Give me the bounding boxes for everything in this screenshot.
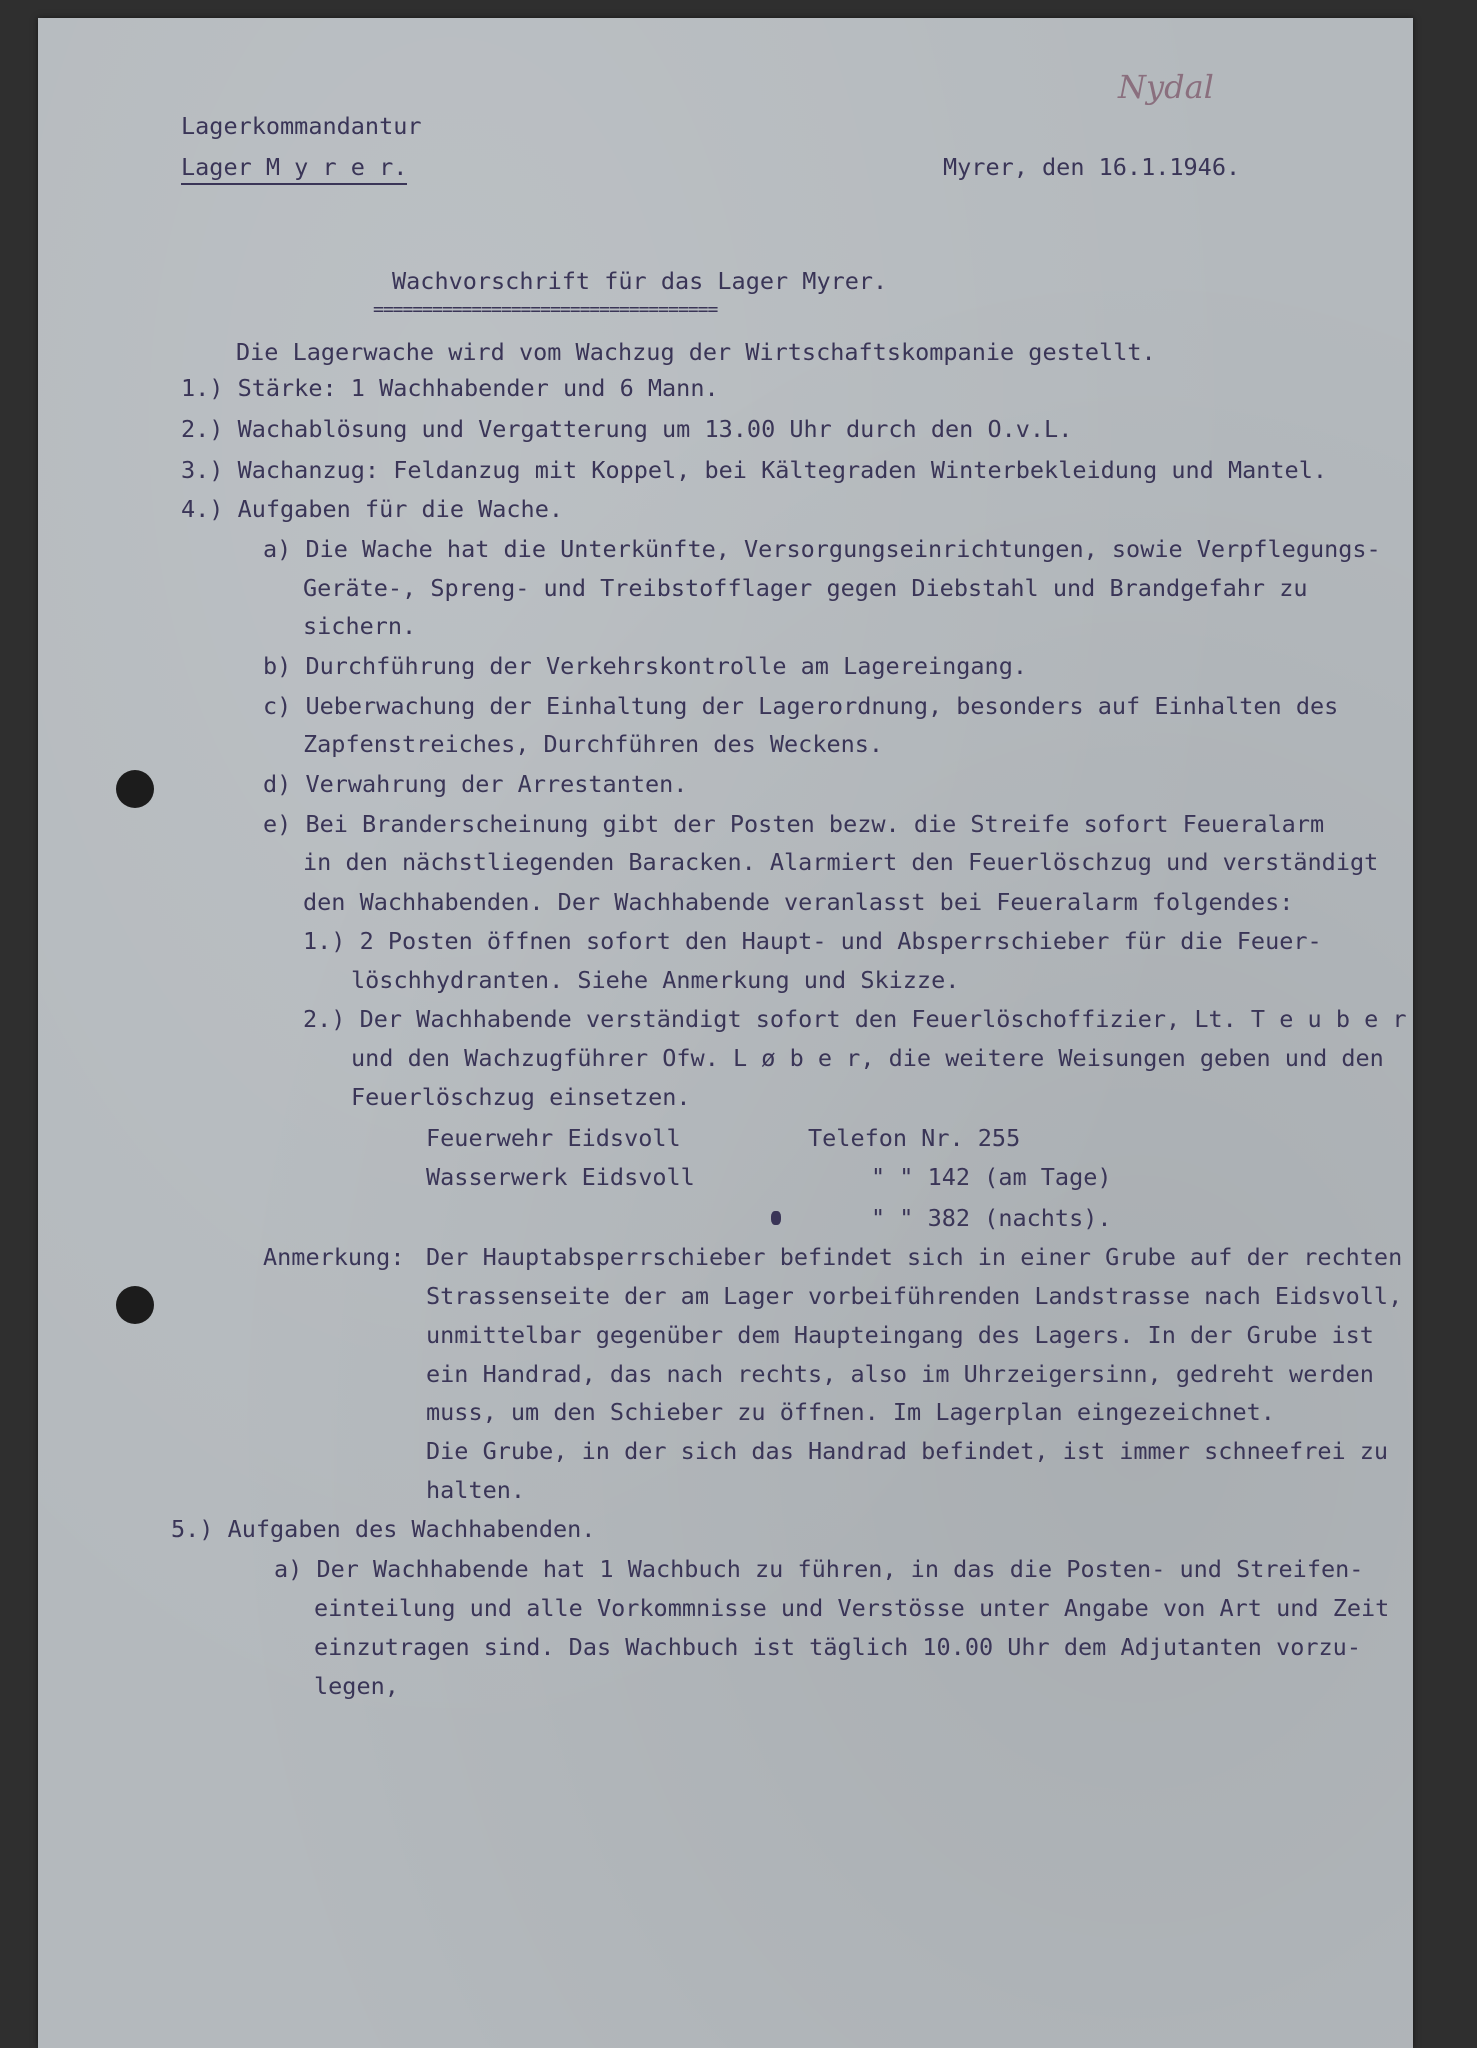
item-4c-line1: c) Ueberwachung der Einhaltung der Lagerordnung, besonders auf Einhalten des: [263, 692, 1339, 720]
note-label: Anmerkung:: [263, 1243, 405, 1271]
item-4d: d) Verwahrung der Arrestanten.: [263, 770, 688, 798]
item-4e-line3: den Wachhabenden. Der Wachhabende veranlasst bei Feueralarm folgendes:: [303, 888, 1294, 916]
note-line-3: unmittelbar gegenüber dem Haupteingang des Lagers. In der Grube ist: [426, 1321, 1374, 1349]
item-4e-line2: in den nächstliegenden Baracken. Alarmiert den Feuerlöschzug und verständigt: [303, 848, 1379, 876]
item-4e2-line2: und den Wachzugführer Ofw. L ø b e r, die weitere Weisungen geben und den: [351, 1044, 1384, 1072]
note-line-1: Der Hauptabsperrschieber befindet sich in einer Grube auf der rechten: [426, 1243, 1403, 1271]
punch-hole-lower: [116, 1286, 154, 1324]
item-1-strength: 1.) Stärke: 1 Wachhabender und 6 Mann.: [181, 374, 719, 402]
ink-blot: [771, 1211, 781, 1225]
note-line-2: Strassenseite der am Lager vorbeiführenden Landstrasse nach Eidsvoll,: [426, 1282, 1403, 1310]
note-line-4: ein Handrad, das nach rechts, also im Uhrzeigersinn, gedreht werden: [426, 1360, 1374, 1388]
phone-row-2-name: Wasserwerk Eidsvoll: [426, 1163, 695, 1191]
item-4b: b) Durchführung der Verkehrskontrolle am Lagereingang.: [263, 652, 1028, 680]
section-5-heading: 5.) Aufgaben des Wachhabenden.: [171, 1515, 596, 1543]
phone-row-2-number: " " 142 (am Tage): [871, 1163, 1112, 1191]
item-4-heading: 4.) Aufgaben für die Wache.: [181, 495, 564, 523]
item-4e-line1: e) Bei Branderscheinung gibt der Posten bezw. die Streife sofort Feueralarm: [263, 810, 1325, 838]
handwritten-annotation: Nydal: [1118, 68, 1214, 106]
document-page: [38, 18, 1413, 2048]
item-3-uniform: 3.) Wachanzug: Feldanzug mit Koppel, bei Kältegraden Winterbekleidung und Mantel.: [181, 456, 1328, 484]
item-4a-line2: Geräte-, Spreng- und Treibstofflager gegen Diebstahl und Brandgefahr zu: [303, 574, 1308, 602]
title-underline: ===================================: [373, 299, 718, 320]
intro-text: Die Lagerwache wird vom Wachzug der Wirtschaftskompanie gestellt.: [236, 338, 1156, 366]
punch-hole-upper: [116, 770, 154, 808]
item-4a-line3: sichern.: [303, 612, 417, 640]
note-line-5: muss, um den Schieber zu öffnen. Im Lagerplan eingezeichnet.: [426, 1398, 1275, 1426]
office-name: Lagerkommandantur: [181, 112, 422, 140]
section-5a-line2: einteilung und alle Vorkommnisse und Verstösse unter Angabe von Art und Zeit: [314, 1594, 1390, 1622]
item-4c-line2: Zapfenstreiches, Durchführen des Weckens.: [303, 730, 884, 758]
section-5a-line4: legen,: [314, 1672, 399, 1700]
section-5a-line3: einzutragen sind. Das Wachbuch ist täglich 10.00 Uhr dem Adjutanten vorzu-: [314, 1633, 1361, 1661]
item-4e1-line1: 1.) 2 Posten öffnen sofort den Haupt- und Absperrschieber für die Feuer-: [303, 927, 1322, 955]
item-2-guard-change: 2.) Wachablösung und Vergatterung um 13.00 Uhr durch den O.v.L.: [181, 415, 1073, 443]
note-line-6: Die Grube, in der sich das Handrad befindet, ist immer schneefrei zu: [426, 1437, 1389, 1465]
phone-row-3-number: " " 382 (nachts).: [871, 1204, 1112, 1232]
item-4e1-line2: löschhydranten. Siehe Anmerkung und Skizze.: [351, 966, 960, 994]
item-4e2-line1: 2.) Der Wachhabende verständigt sofort den Feuerlöschoffizier, Lt. T e u b e r: [303, 1005, 1407, 1033]
phone-row-1-number: Telefon Nr. 255: [808, 1124, 1021, 1152]
date-line: Myrer, den 16.1.1946.: [943, 153, 1241, 181]
note-line-7: halten.: [426, 1476, 526, 1504]
item-4e2-line3: Feuerlöschzug einsetzen.: [351, 1083, 691, 1111]
camp-name: [181, 153, 408, 181]
section-5a-line1: a) Der Wachhabende hat 1 Wachbuch zu führen, in das die Posten- und Streifen-: [274, 1555, 1364, 1583]
camp-name-text: Lager M y r e r.: [181, 153, 407, 185]
item-4a-line1: a) Die Wache hat die Unterkünfte, Versorgungseinrichtungen, sowie Verpflegungs-: [263, 535, 1381, 563]
phone-row-1-name: Feuerwehr Eidsvoll: [426, 1124, 681, 1152]
document-title: Wachvorschrift für das Lager Myrer.: [392, 267, 888, 295]
